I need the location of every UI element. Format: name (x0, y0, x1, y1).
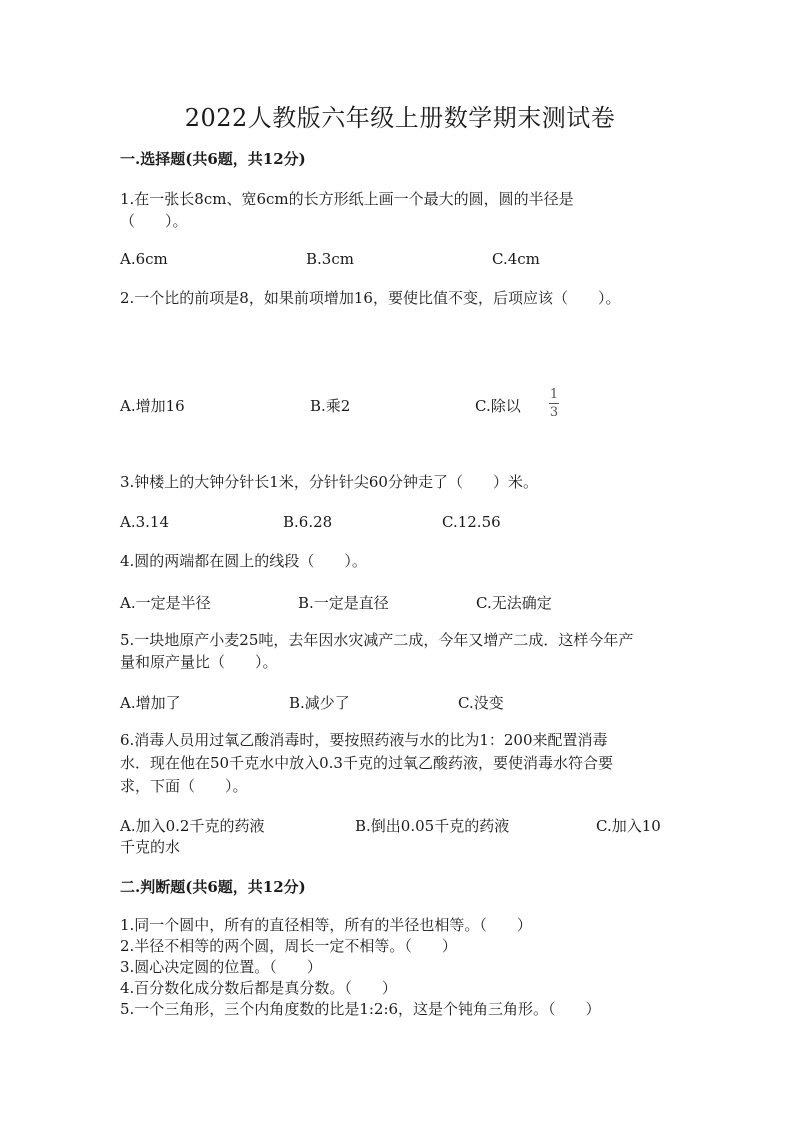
question-6-line-1: 6.消毒人员用过氧乙酸消毒时，要按照药液与水的比为1：200来配置消毒 (120, 731, 608, 749)
q4-option-b: B.一定是直径 (298, 594, 389, 612)
fraction-bar (549, 403, 559, 404)
fraction-numerator: 1 (549, 387, 559, 402)
q3-option-a: A.3.14 (120, 513, 169, 531)
q4-option-c: C.无法确定 (476, 594, 552, 612)
question-1-line-2: （ ）。 (120, 212, 188, 230)
judgement-item-3: 3.圆心决定圆的位置。（ ） (120, 958, 322, 976)
q5-option-b: B.减少了 (289, 694, 350, 712)
judgement-item-4: 4.百分数化成分数后都是真分数。（ ） (120, 979, 397, 997)
question-5-line-2: 量和原产量比（ ）。 (120, 653, 278, 671)
question-3-line-1: 3.钟楼上的大钟分针长1米，分针针尖60分钟走了（ ）米。 (120, 473, 538, 491)
q5-option-c: C.没变 (458, 694, 504, 712)
q2-option-a: A.增加16 (120, 397, 185, 415)
q6-option-c-continued: 千克的水 (120, 838, 181, 856)
q3-option-c: C.12.56 (442, 513, 501, 531)
q1-option-a: A.6cm (120, 250, 168, 268)
q6-option-a: A.加入0.2千克的药液 (120, 817, 265, 835)
question-5-line-1: 5.一块地原产小麦25吨，去年因水灾减产二成，今年又增产二成．这样今年产 (120, 631, 634, 649)
fraction-denominator: 3 (549, 405, 559, 420)
q1-option-b: B.3cm (306, 250, 354, 268)
question-1-line-1: 1.在一张长8cm、宽6cm的长方形纸上画一个最大的圆，圆的半径是 (120, 190, 574, 208)
q6-option-c: C.加入10 (596, 817, 661, 835)
judgement-item-5: 5.一个三角形，三个内角度数的比是1:2:6，这是个钝角三角形。（ ） (120, 1000, 601, 1018)
page-title: 2022人教版六年级上册数学期末测试卷 (184, 104, 616, 132)
q6-option-b: B.倒出0.05千克的药液 (355, 817, 510, 835)
question-4-line-1: 4.圆的两端都在圆上的线段（ ）。 (120, 552, 367, 570)
question-6-line-3: 求，下面（ ）。 (120, 777, 248, 795)
judgement-item-2: 2.半径不相等的两个圆，周长一定不相等。（ ） (120, 937, 457, 955)
q4-option-a: A.一定是半径 (120, 594, 211, 612)
q5-option-a: A.增加了 (120, 694, 181, 712)
q1-option-c: C.4cm (492, 250, 540, 268)
q2-option-b: B.乘2 (310, 397, 351, 415)
section-heading-judgement: 二.判断题(共6题，共12分) (120, 878, 306, 896)
one-third-fraction (549, 387, 559, 420)
q3-option-b: B.6.28 (283, 513, 333, 531)
judgement-item-1: 1.同一个圆中，所有的直径相等，所有的半径也相等。（ ） (120, 916, 532, 934)
question-6-line-2: 水．现在他在50千克水中放入0.3千克的过氧乙酸药液，要使消毒水符合要 (120, 754, 613, 772)
q2-option-c: C.除以 (475, 397, 521, 415)
section-heading-choice: 一.选择题(共6题，共12分) (120, 150, 306, 168)
question-2-line-1: 2.一个比的前项是8，如果前项增加16，要使比值不变，后项应该（ ）。 (120, 289, 621, 307)
